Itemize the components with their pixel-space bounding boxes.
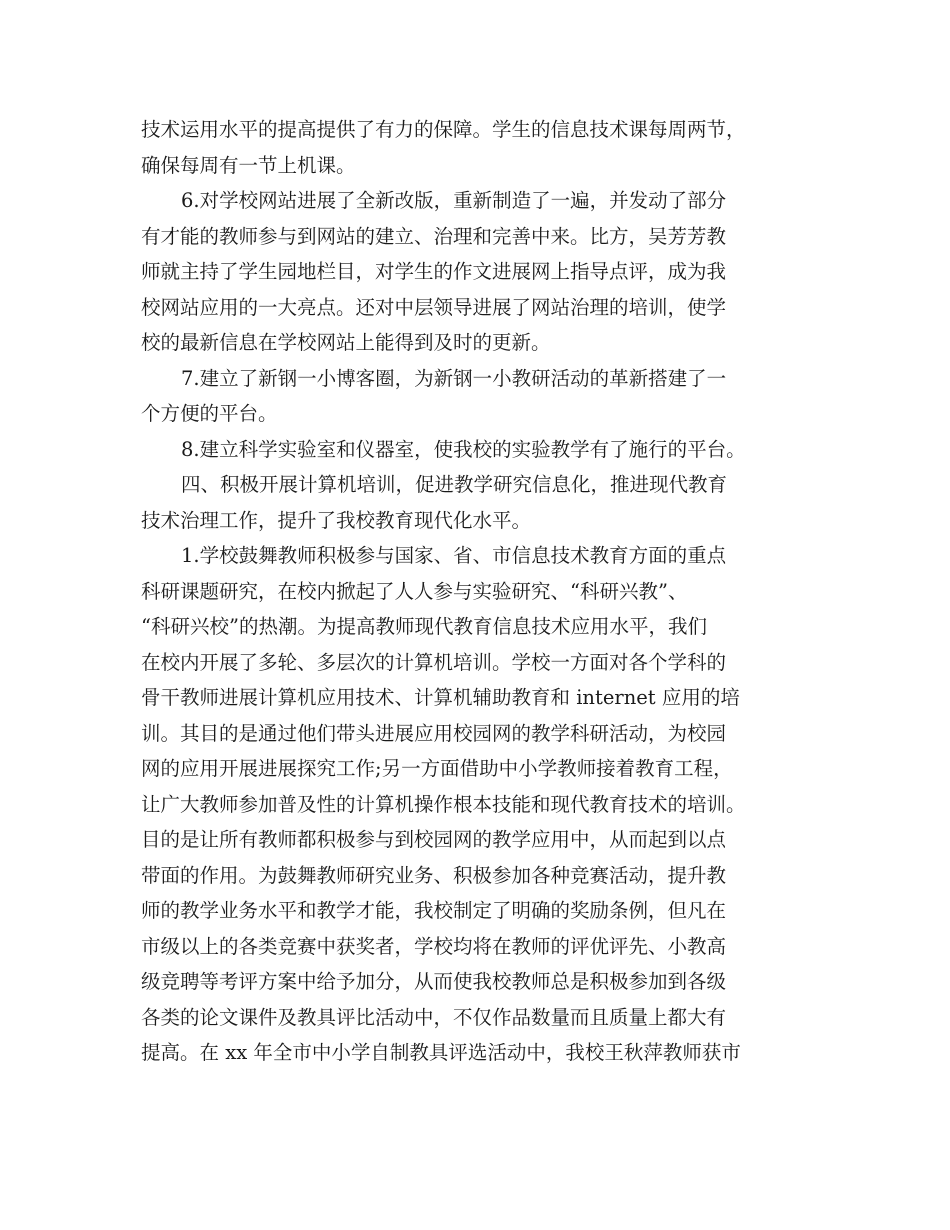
text-line: 1.学校鼓舞教师积极参与国家、省、市信息技术教育方面的重点 bbox=[181, 544, 727, 567]
text-line: 个方便的平台。 bbox=[141, 402, 278, 425]
text-line: “科研兴校”的热潮。为提高教师现代教育信息技术应用水平，我们 bbox=[141, 615, 707, 638]
text-line: 校的最新信息在学校网站上能得到及时的更新。 bbox=[141, 331, 551, 354]
text-line: 有才能的教师参与到网站的建立、治理和完善中来。比方，吴芳芳教 bbox=[141, 224, 727, 248]
document-body bbox=[141, 112, 831, 1071]
text-line: 在校内开展了多轮、多层次的计算机培训。学校一方面对各个学科的 bbox=[141, 650, 727, 674]
text-line: 目的是让所有教师都积极参与到校园网的教学应用中，从而起到以点 bbox=[141, 828, 727, 851]
text-line: 网的应用开展进展探究工作;另一方面借助中小学教师接着教育工程， bbox=[141, 757, 733, 780]
text-line: 带面的作用。为鼓舞教师研究业务、积极参加各种竞赛活动，提升教 bbox=[141, 863, 727, 887]
text-line: 校网站应用的一大亮点。还对中层领导进展了网站治理的培训，使学 bbox=[141, 295, 727, 319]
section-heading-line: 四、积极开展计算机培训，促进教学研究信息化，推进现代教育 bbox=[181, 473, 728, 496]
text-line: 让广大教师参加普及性的计算机操作根本技能和现代教育技术的培训。 bbox=[141, 792, 746, 816]
text-line: 训。其目的是通过他们带头进展应用校园网的教学科研活动，为校园 bbox=[141, 721, 727, 745]
text-line: 提高。在 xx 年全市中小学自制教具评选活动中，我校王秋萍教师获市 bbox=[141, 1041, 741, 1064]
text-line: 各类的论文课件及教具评比活动中，不仅作品数量而且质量上都大有 bbox=[141, 1005, 727, 1029]
text-line: 市级以上的各类竞赛中获奖者，学校均将在教师的评优评先、小教高 bbox=[141, 934, 727, 958]
text-line: 8.建立科学实验室和仪器室，使我校的实验教学有了施行的平台。 bbox=[181, 437, 746, 461]
text-line: 7.建立了新钢一小博客圈，为新钢一小教研活动的革新搭建了一 bbox=[181, 366, 727, 390]
text-line: 骨干教师进展计算机应用技术、计算机辅助教育和 internet 应用的培 bbox=[141, 686, 740, 709]
text-line: 确保每周有一节上机课。 bbox=[141, 153, 356, 177]
text-line: 技术运用水平的提高提供了有力的保障。学生的信息技术课每周两节， bbox=[141, 118, 746, 141]
text-line: 级竞聘等考评方案中给予加分，从而使我校教师总是积极参加到各级 bbox=[141, 970, 727, 993]
text-line: 6.对学校网站进展了全新改版，重新制造了一遍，并发动了部分 bbox=[181, 189, 727, 212]
text-line: 师就主持了学生园地栏目，对学生的作文进展网上指导点评，成为我 bbox=[141, 260, 727, 283]
text-line: 师的教学业务水平和教学才能，我校制定了明确的奖励条例，但凡在 bbox=[141, 899, 727, 922]
text-line: 科研课题研究，在校内掀起了人人参与实验研究、“科研兴教”、 bbox=[141, 579, 688, 603]
section-heading-line: 技术治理工作，提升了我校教育现代化水平。 bbox=[141, 508, 532, 532]
